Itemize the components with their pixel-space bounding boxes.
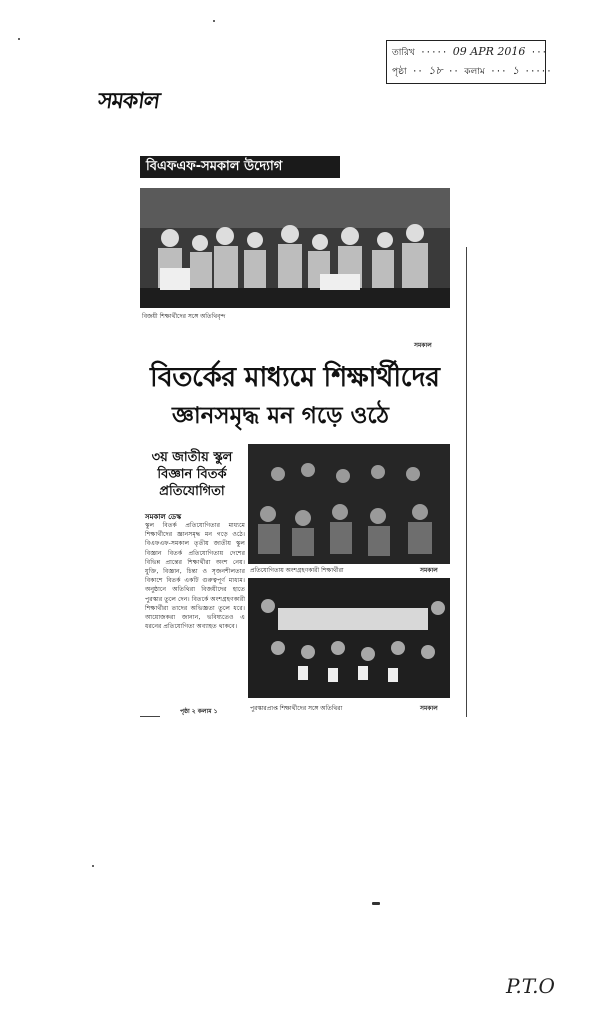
date-stamp [386,40,552,84]
scan-speck [372,902,380,905]
photo1-credit: সমকাল [414,342,432,349]
headline-line-2: জ্ঞানসমৃদ্ধ মন গড়ে ওঠে [172,403,389,429]
award-photo [248,578,450,698]
byline: সমকাল ডেস্ক [145,513,182,521]
stamp-page-value: ১৮ [428,64,443,77]
column-rule [466,247,467,717]
stamp-date-value: 09 APR 2016 [452,45,526,58]
photo1-caption: বিজয়ী শিক্ষার্থীদের সঙ্গে অতিথিবৃন্দ [142,313,226,320]
stamp-date-row: তারিখ ····· 09 APR 2016 ··· [392,45,548,58]
scan-speck [18,38,20,40]
newspaper-masthead: সমকাল [96,88,161,114]
stamp-page-label: পৃষ্ঠা [392,67,407,77]
photo2-credit: সমকাল [420,567,438,574]
stamp-date-label: তারিখ [392,48,415,58]
stamp-column-label: কলাম [464,67,485,77]
pto-note: P.T.O [506,974,555,998]
photo2-caption: প্রতিযোগিতায় অংশগ্রহণকারী শিক্ষার্থীরা [250,567,344,574]
headline-line-1: বিতর্কের মাধ্যমে শিক্ষার্থীদের [150,362,440,393]
photo3-credit: সমকাল [420,705,438,712]
debate-photo [248,444,450,564]
article-body: স্কুল বিতর্ক প্রতিযোগিতার মাধ্যমে শিক্ষার্থীদের জ্ঞানসমৃদ্ধ মন গড়ে ওঠে। বিএফএফ-সমকাল তৃতীয় জাতীয় স্কুল বিজ্ঞান বিতর্ক প্রতিযোগিতায় দেশের বিভিন্ন প্রান্তের শিক্ষার্থীরা অংশ নেয়। যুক্তি, বিজ্ঞান, চিন্তা ও সৃজনশীলতার বিকাশে বিতর্ক একটি গুরুত্বপূর্ণ মাধ্যম। অনুষ্ঠানে অতিথিরা বিজয়ীদের হাতে পুরস্কার তুলে দেন। বিতর্কে অংশগ্রহণকারী শিক্ষার্থীরা তাদের অভিজ্ঞতা তুলে ধরে। আয়োজকরা জানান, ভবিষ্যতেও এ ধরনের প্রতিযোগিতা অব্যাহত থাকবে। [145,522,245,631]
bottom-rule [140,716,160,717]
stamp-page-row: পৃষ্ঠা ·· ১৮ ·· কলাম ··· ১ ····· [392,64,552,77]
scan-speck [92,865,94,867]
continued-note: পৃষ্ঠা ২ কলাম ১ [180,708,218,715]
subheadline: ৩য় জাতীয় স্কুল বিজ্ঞান বিতর্ক প্রতিযোগিতা [151,450,233,499]
photo3-caption: পুরস্কারপ্রাপ্ত শিক্ষার্থীদের সঙ্গে অতিথিরা [250,705,343,712]
article-banner: বিএফএফ-সমকাল উদ্যোগ [140,156,340,178]
scan-speck [213,20,215,22]
top-group-photo [140,188,450,308]
stamp-column-value: ১ [511,64,520,77]
